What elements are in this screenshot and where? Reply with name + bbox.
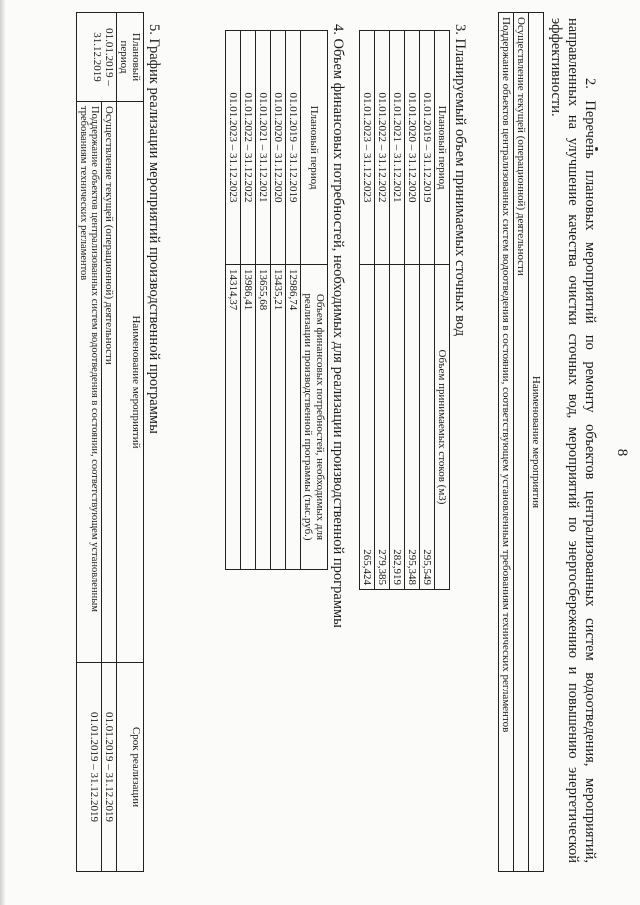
table-cell: 01.01.2019 – 31.12.2019 (77, 13, 117, 102)
table-header-cell: Объем финансовых потребностей, необходимых для реализации производственной программы (тыс.руб.) (301, 265, 328, 570)
table-header-cell: Наименование мероприятий (117, 102, 144, 663)
table-row (514, 13, 529, 872)
table-cell: Осуществление текущей (операционной) деятельности (102, 102, 117, 663)
section5-heading: 5. График реализации мероприятий производственной программы (146, 24, 162, 434)
table-header-cell: Плановый период (117, 13, 144, 102)
section3-table (359, 30, 450, 590)
table-row (360, 31, 375, 590)
table-row (390, 31, 405, 590)
section5-table (76, 12, 144, 872)
table-row (499, 13, 514, 872)
table-cell: 265,424 (360, 265, 375, 590)
table-cell: 01.01.2022 – 31.12.2022 (241, 31, 256, 265)
table-cell: 12986,74 (286, 265, 301, 570)
page-number: 8 (614, 448, 630, 457)
section4-heading: 4. Объем финансовых потребностей, необходимых для реализации производственной программы (330, 24, 346, 628)
section2-table (498, 12, 544, 872)
table-row (226, 31, 241, 570)
table-cell: 295,348 (405, 265, 420, 590)
table-cell: 13435,21 (271, 265, 286, 570)
table-row (271, 31, 286, 570)
section2-heading: 2. Перечень плановых мероприятий по ремонту объектов централизованных систем водоотведения, мероприятий, направленных на улучшение качества очистки сточных вод, мероприятий по энергосбережению и повышению энергетической эффективности. (548, 18, 598, 863)
table-row (529, 13, 544, 872)
table-cell: 01.01.2023 – 31.12.2023 (226, 31, 241, 265)
table-cell: Поддержание объектов централизованных систем водоотведения в состоянии, соответствующем установленным требованиям технических регламентов (77, 102, 102, 663)
section3-heading: 3. Планируемый объем принимаемых сточных вод (452, 24, 468, 337)
table-cell: 13655,68 (256, 265, 271, 570)
table-cell: 14314,37 (226, 265, 241, 570)
table-row (241, 31, 256, 570)
table-cell: 01.01.2023 – 31.12.2023 (360, 31, 375, 265)
table-cell: 01.01.2022 – 31.12.2022 (375, 31, 390, 265)
table-cell: 279,385 (375, 265, 390, 590)
table-header-cell: Срок реализации (117, 663, 144, 872)
table-row (405, 31, 420, 590)
table-header-cell: Объем принимаемых стоков (м3) (435, 265, 450, 590)
table-header-cell: Плановый период (301, 31, 328, 265)
table-cell: 01.01.2019 – 31.12.2019 (420, 31, 435, 265)
table-cell: 13986,41 (241, 265, 256, 570)
table-row (301, 31, 328, 570)
table-row (117, 13, 144, 872)
table-row (435, 31, 450, 590)
table-cell: 295,549 (420, 265, 435, 590)
table-row (286, 31, 301, 570)
table-cell: 01.01.2019 – 31.12.2019 (286, 31, 301, 265)
table-cell: 01.01.2021 – 31.12.2021 (256, 31, 271, 265)
table-row (77, 13, 102, 872)
table-cell: 01.01.2020 – 31.12.2020 (405, 31, 420, 265)
table-cell: 01.01.2021 – 31.12.2021 (390, 31, 405, 265)
table-row (375, 31, 390, 590)
table-cell: 282,919 (390, 265, 405, 590)
table-cell: 01.01.2019 – 31.12.2019 (77, 663, 102, 872)
table-cell: 01.01.2019 – 31.12.2019 (102, 663, 117, 872)
table-header-cell: Плановый период (435, 31, 450, 265)
table-cell: Осуществление текущей (операционной) деятельности (514, 13, 529, 872)
table-row (420, 31, 435, 590)
table-cell: 01.01.2020 – 31.12.2020 (271, 31, 286, 265)
section4-table (225, 30, 328, 570)
table-header-cell: Наименование мероприятия (529, 13, 544, 872)
table-cell: Поддержание объектов централизованных систем водоотведения в состоянии, соответствующем установленным требованиям технических регламентов (499, 13, 514, 872)
table-row (102, 13, 117, 872)
table-row (256, 31, 271, 570)
